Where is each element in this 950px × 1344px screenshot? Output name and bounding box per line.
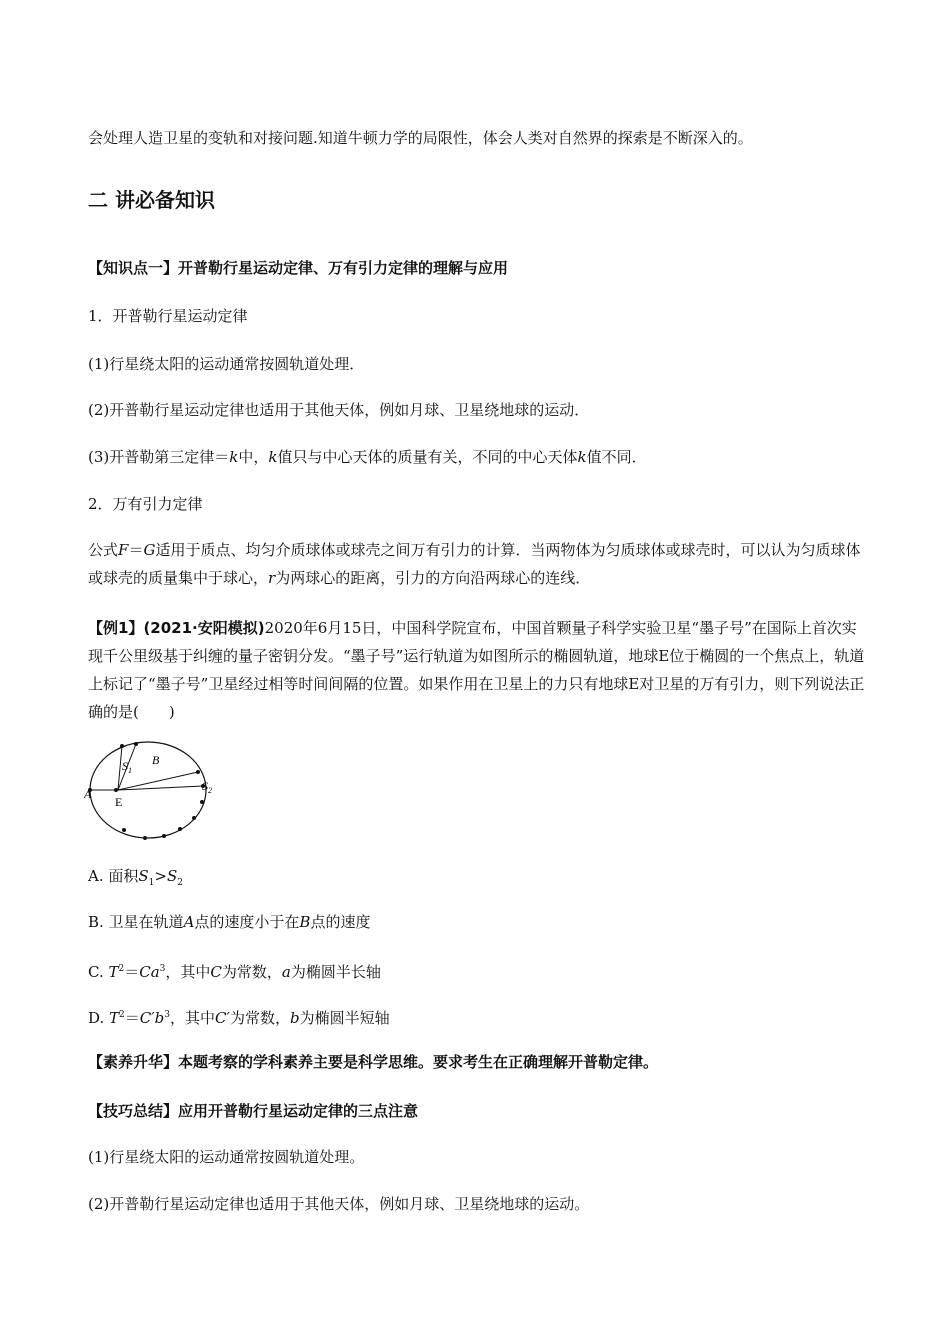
option-d-C: C′ — [215, 1009, 230, 1027]
kepler-item-1: (1)行星绕太阳的运动通常按圆轨道处理． — [88, 355, 365, 373]
formula-r: r — [268, 569, 276, 587]
formula-text-a: 公式 — [88, 541, 119, 559]
option-d-sup3: 3 — [164, 1010, 171, 1020]
label-B: B — [152, 753, 160, 767]
option-a-text: A. 面积 — [88, 867, 139, 885]
option-d-post: 为椭圆半短轴 — [299, 1009, 390, 1027]
example-text: 2020年6月15日，中国科学院宣布，中国首颗量子科学实验卫星“墨子号”在国际上首次实现千公里级基于纠缠的量子密钥分发。“墨子号”运行轨道为如图所示的椭圆轨道，地球E位于椭圆的一个焦点上，轨道上标记了“墨子号”卫星经过相等时间间隔的位置。如果作用在卫星上的力只有地球E对卫星的万有引力，则下列说法正确的是( ) — [88, 619, 865, 721]
option-b-text-b: 点的速度小于在 — [194, 913, 300, 931]
option-c-C: C — [210, 963, 222, 981]
option-c-pre: C. — [88, 963, 109, 981]
kepler-item-3-k3: k — [577, 448, 587, 466]
formula-text-c: 为两球心的距离，引力的方向沿两球心的连线． — [275, 569, 591, 587]
radius-s2-b — [118, 786, 203, 790]
intro-line: 会处理人造卫星的变轨和对接问题.知道牛顿力学的局限性，体会人类对自然界的探索是不断深入的。 — [88, 129, 753, 147]
option-c-eq: ＝ — [124, 963, 140, 981]
formula-eq: ＝ — [128, 541, 144, 559]
gravitation-heading: 2．万有引力定律 — [88, 495, 203, 513]
option-d-mid: ，其中 — [170, 1009, 216, 1027]
option-b-text-a: B. 卫星在轨道 — [88, 913, 184, 931]
option-c-T: T — [108, 963, 119, 981]
example-source: (2021·安阳模拟) — [143, 619, 265, 637]
option-d-mid2: 为常数， — [229, 1009, 290, 1027]
option-c-a: a — [281, 963, 291, 981]
kepler-item-3-eq: ＝ — [214, 448, 230, 466]
example-label: 【例1】 — [88, 619, 144, 637]
option-d-eq: ＝ — [124, 1009, 140, 1027]
label-S2 — [202, 779, 212, 795]
label-S2-main: S — [202, 779, 208, 793]
kepler-item-3-text-a: (3)开普勒第三定律 — [88, 448, 215, 466]
option-a-gt: > — [154, 867, 167, 885]
option-d-T: T — [109, 1009, 120, 1027]
option-c-sup3: 3 — [159, 964, 166, 974]
position-dot — [178, 827, 182, 831]
option-c-sup2: 2 — [118, 964, 125, 974]
option-c-mid: ，其中 — [165, 963, 211, 981]
kepler-item-2: (2)开普勒行星运动定律也适用于其他天体，例如月球、卫星绕地球的运动． — [88, 401, 590, 419]
option-d-pre: D. — [88, 1009, 110, 1027]
position-dot — [143, 836, 147, 840]
skills-title: 【技巧总结】应用开普勒行星运动定律的三点注意 — [88, 1102, 419, 1120]
section-title: 二 讲必备知识 — [88, 188, 215, 212]
option-c-Ca: Ca — [139, 963, 160, 981]
kepler-item-3-text-d: 值不同． — [586, 448, 647, 466]
position-dot — [122, 828, 126, 832]
formula-text-b: 适用于质点、均匀介质球体或球壳之间万有引力的计算．当两物体为匀质球体或球壳时，可以认为匀质球体或球壳的质量集中于球心， — [88, 541, 861, 587]
option-d-sup2: 2 — [119, 1010, 125, 1020]
kepler-item-3-text-c: 值只与中心天体的质量有关，不同的中心天体 — [277, 448, 578, 466]
formula-G: G — [143, 541, 156, 559]
literacy-note: 【素养升华】本题考察的学科素养主要是科学思维。要求考生在正确理解开普勒定律。 — [88, 1053, 659, 1071]
label-A: A — [84, 787, 92, 801]
option-a-S2: S — [166, 867, 178, 885]
skills-item-2: (2)开普勒行星运动定律也适用于其他天体，例如月球、卫星绕地球的运动。 — [88, 1195, 590, 1213]
option-b-text-c: 点的速度 — [310, 913, 371, 931]
kepler-item-3-k2: k — [268, 448, 278, 466]
label-S1-main: S — [122, 759, 128, 773]
option-c — [88, 959, 868, 982]
knowledge-point-1-title: 【知识点一】开普勒行星运动定律、万有引力定律的理解与应用 — [88, 259, 509, 277]
option-a-S1: S — [138, 867, 149, 885]
example-1 — [88, 614, 868, 726]
position-dot — [120, 744, 124, 748]
label-S1 — [122, 759, 132, 775]
option-a — [88, 866, 868, 893]
option-d-Cb: C′b — [139, 1009, 165, 1027]
option-d — [88, 1005, 868, 1028]
kepler-item-3-k1: k — [229, 448, 239, 466]
position-dot — [200, 800, 204, 804]
kepler-heading: 1．开普勒行星运动定律 — [88, 307, 248, 325]
gravitation-paragraph — [88, 536, 868, 592]
position-dot — [162, 834, 166, 838]
option-a-sub1: 1 — [148, 878, 155, 888]
position-dot — [134, 742, 138, 746]
kepler-item-3-text-b: 中， — [238, 448, 269, 466]
option-c-mid2: 为常数， — [221, 963, 282, 981]
option-a-sub2: 2 — [177, 878, 183, 888]
option-b — [88, 912, 868, 932]
orbit-diagram — [84, 722, 224, 844]
option-b-A: A — [183, 913, 195, 931]
focus-earth-dot — [114, 788, 118, 792]
label-S2-sub: 2 — [208, 786, 212, 795]
kepler-item-3 — [88, 447, 868, 467]
option-b-B: B — [299, 913, 311, 931]
formula-F: F — [118, 541, 129, 559]
position-dot — [192, 816, 196, 820]
option-d-b: b — [289, 1009, 300, 1027]
label-E: E — [115, 795, 123, 809]
skills-item-1: (1)行星绕太阳的运动通常按圆轨道处理。 — [88, 1148, 365, 1166]
label-S1-sub: 1 — [128, 766, 132, 775]
option-c-post: 为椭圆半长轴 — [290, 963, 381, 981]
position-dot — [196, 770, 200, 774]
